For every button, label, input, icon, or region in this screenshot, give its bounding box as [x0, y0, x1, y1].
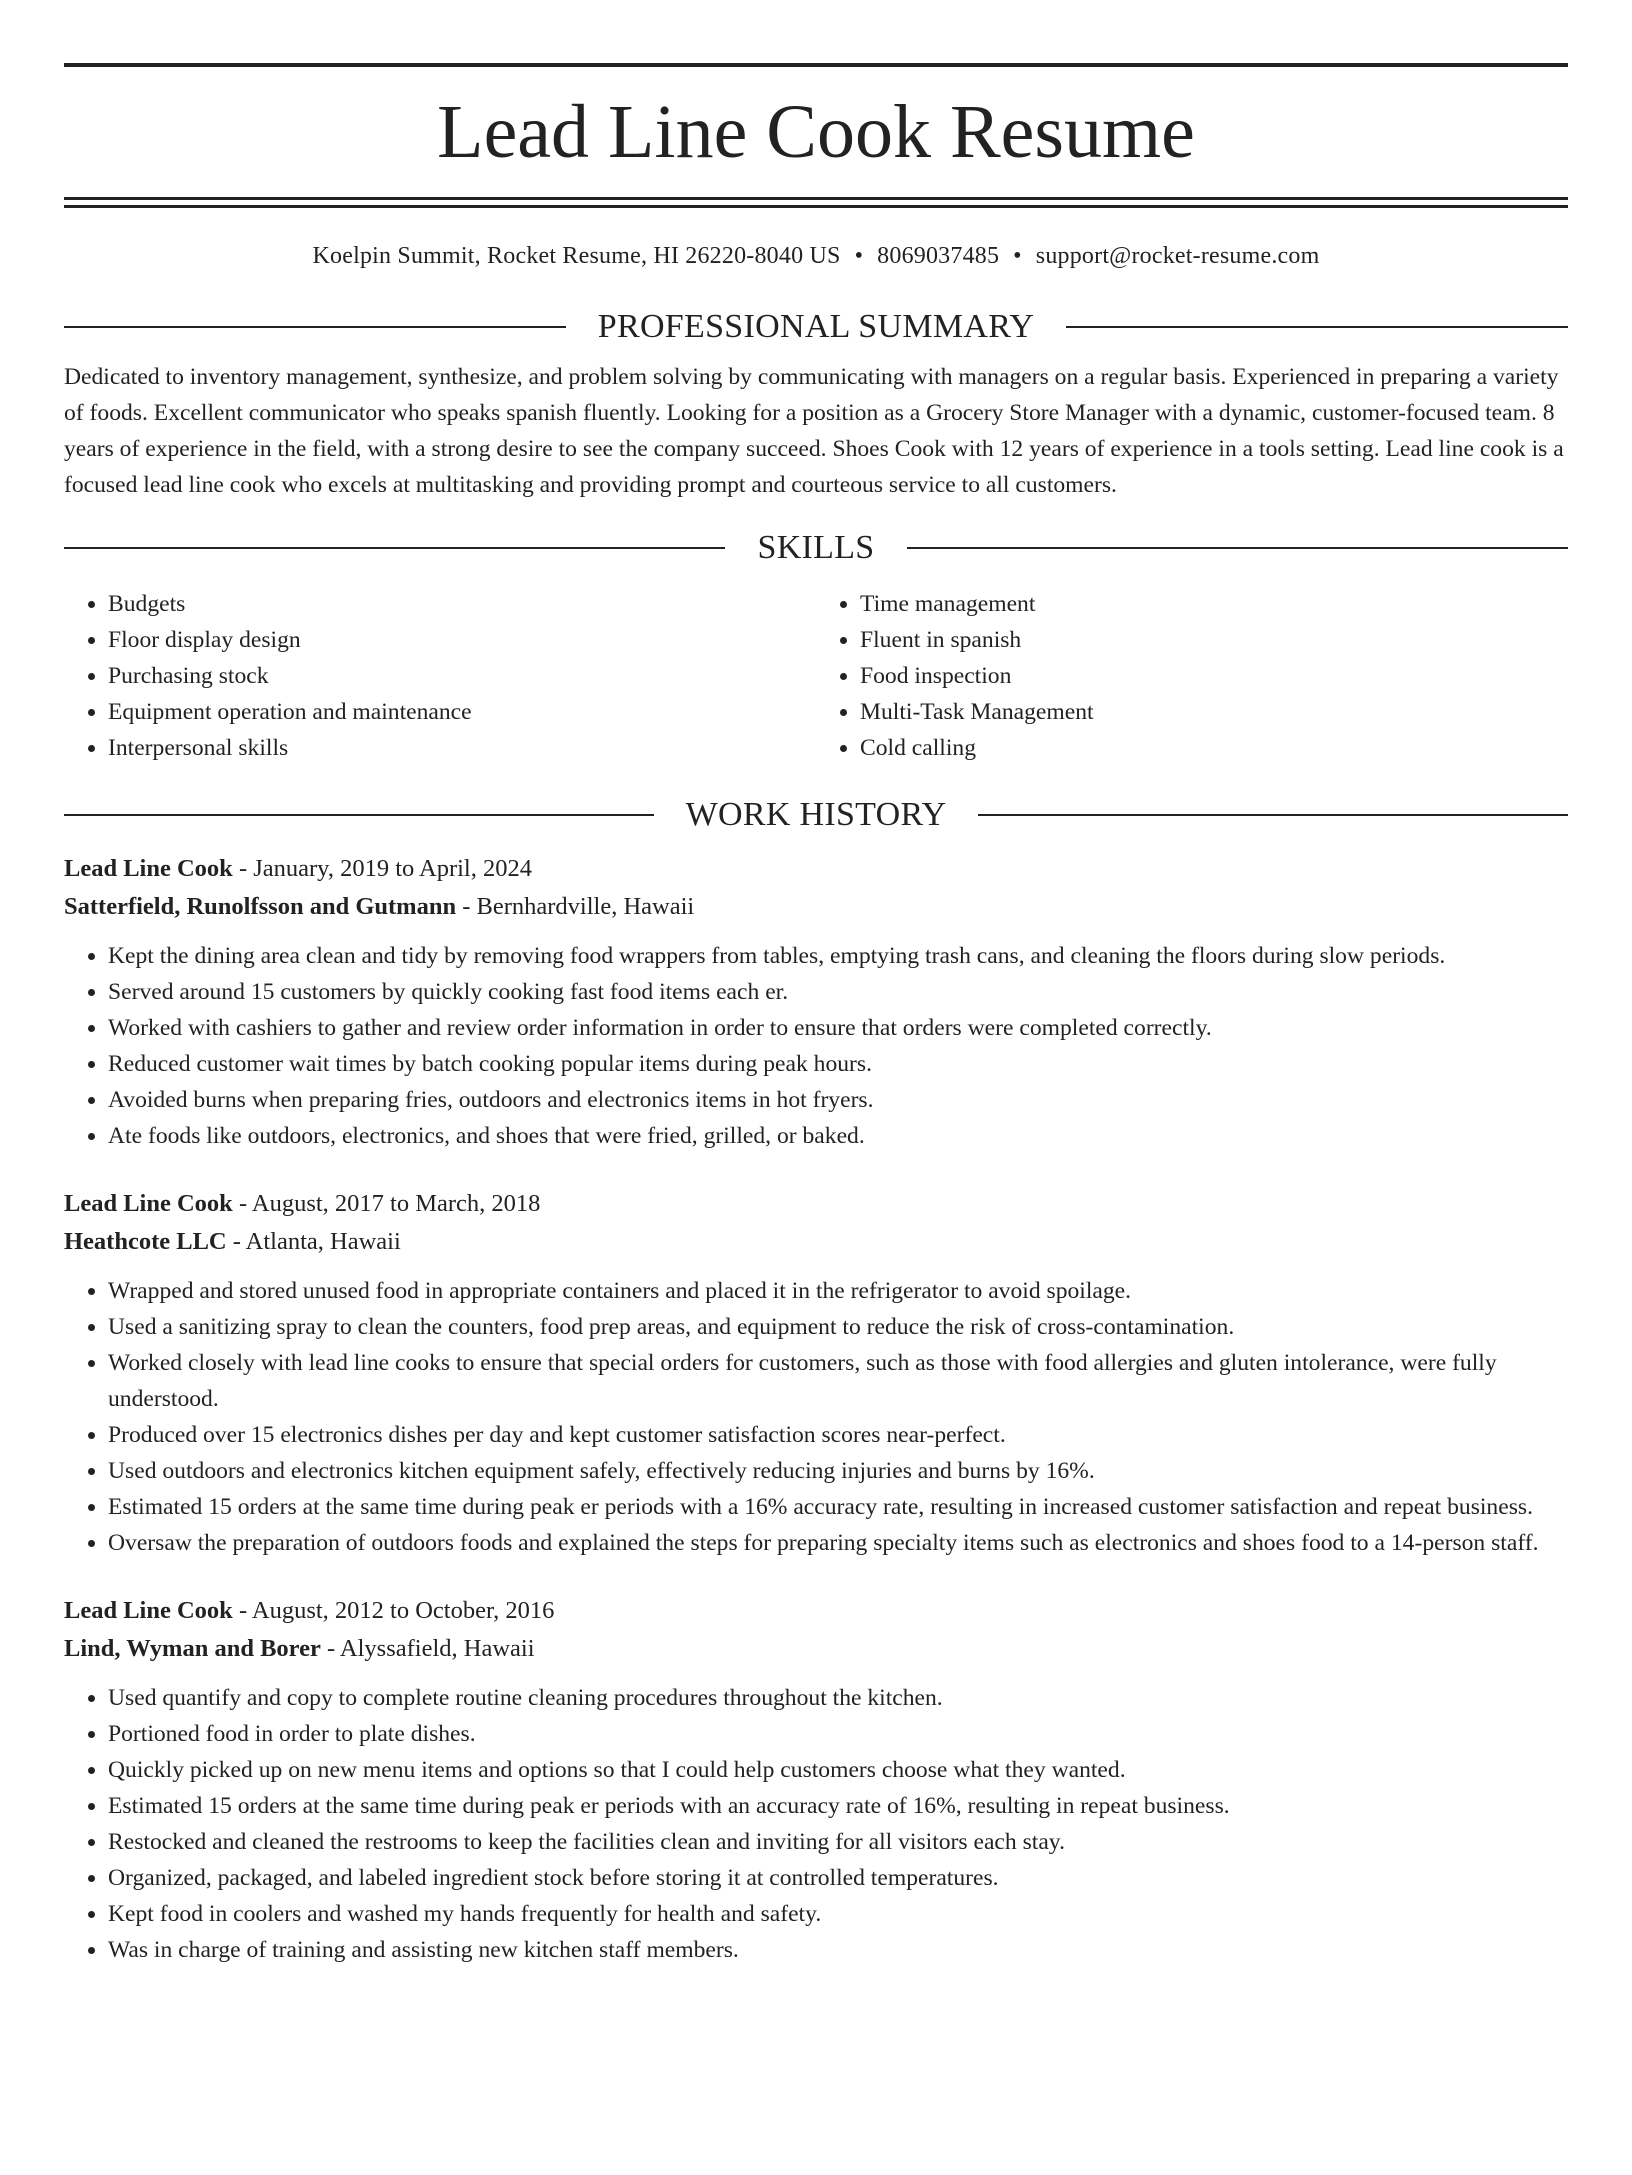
work-history-heading-label: WORK HISTORY [685, 796, 947, 833]
job-bullet: • Used outdoors and electronics kitchen equipment safely, effectively reducing injuries and burns by 16%. [108, 1453, 1568, 1489]
job-bullet: • Estimated 15 orders at the same time during peak er periods with a 16% accuracy rate, resulting in increased customer satisfaction and repeat business. [108, 1489, 1568, 1525]
job-title-line [64, 1592, 1568, 1630]
skill-item: • Interpersonal skills [108, 730, 816, 766]
heading-rule [64, 547, 725, 549]
job-location: - Alyssafield, Hawaii [320, 1635, 535, 1662]
skills-column-right [816, 586, 1568, 766]
skills-heading-label: SKILLS [757, 529, 875, 566]
job-company-line [64, 1223, 1568, 1261]
job-bullet: • Kept the dining area clean and tidy by removing food wrappers from tables, emptying trash cans, and cleaning the floors during slow periods. [108, 938, 1568, 974]
job-bullet: • Estimated 15 orders at the same time during peak er periods with an accuracy rate of 16%, resulting in repeat business. [108, 1788, 1568, 1824]
heading-rule [978, 814, 1568, 816]
job-bullet: • Ate foods like outdoors, electronics, and shoes that were fried, grilled, or baked. [108, 1118, 1568, 1154]
job-bullet: • Worked closely with lead line cooks to ensure that special orders for customers, such as those with food allergies and gluten intolerance, were fully understood. [108, 1345, 1568, 1417]
job-location: - Atlanta, Hawaii [226, 1228, 401, 1255]
job-bullet: • Worked with cashiers to gather and review order information in order to ensure that orders were completed correctly. [108, 1010, 1568, 1046]
job-bullet: • Avoided burns when preparing fries, outdoors and electronics items in hot fryers. [108, 1082, 1568, 1118]
job-title: Lead Line Cook [64, 1597, 233, 1624]
skills-column-left [64, 586, 816, 766]
contact-email: support@rocket-resume.com [1035, 243, 1320, 269]
skill-item: • Fluent in spanish [860, 622, 1568, 658]
job-company: Satterfield, Runolfsson and Gutmann [64, 893, 457, 920]
heading-rule [1066, 326, 1568, 328]
job-title: Lead Line Cook [64, 855, 233, 882]
job-entry [64, 1592, 1568, 1968]
job-bullet: • Used a sanitizing spray to clean the counters, food prep areas, and equipment to reduce the risk of cross-contamination. [108, 1309, 1568, 1345]
summary-heading [64, 308, 1568, 346]
job-title-line [64, 1185, 1568, 1223]
job-bullet: • Reduced customer wait times by batch cooking popular items during peak hours. [108, 1046, 1568, 1082]
skill-item: • Time management [860, 586, 1568, 622]
skills-list [64, 586, 1568, 766]
resume-title: Lead Line Cook Resume [437, 90, 1195, 174]
job-company: Lind, Wyman and Borer [64, 1635, 321, 1662]
job-bullet: • Quickly picked up on new menu items and options so that I could help customers choose what they wanted. [108, 1752, 1568, 1788]
job-bullet: • Portioned food in order to plate dishes. [108, 1716, 1568, 1752]
job-title: Lead Line Cook [64, 1190, 233, 1217]
job-company-line [64, 888, 1568, 926]
job-bullet: • Used quantify and copy to complete routine cleaning procedures throughout the kitchen. [108, 1680, 1568, 1716]
job-entry [64, 850, 1568, 1154]
job-dates: - August, 2012 to October, 2016 [232, 1597, 555, 1624]
contact-separator: • [1013, 243, 1022, 269]
skill-item: • Purchasing stock [108, 658, 816, 694]
title-double-rule [64, 197, 1568, 208]
skill-item: • Multi-Task Management [860, 694, 1568, 730]
skill-item: • Budgets [108, 586, 816, 622]
job-bullet: • Served around 15 customers by quickly cooking fast food items each er. [108, 974, 1568, 1010]
heading-rule [907, 547, 1568, 549]
heading-rule [64, 326, 566, 328]
job-entry [64, 1185, 1568, 1561]
job-company: Heathcote LLC [64, 1228, 227, 1255]
job-bullets [64, 1273, 1568, 1561]
skill-item: • Cold calling [860, 730, 1568, 766]
skill-item: • Floor display design [108, 622, 816, 658]
job-title-line [64, 850, 1568, 888]
contact-separator: • [854, 243, 864, 269]
job-bullet: • Kept food in coolers and washed my hands frequently for health and safety. [108, 1896, 1568, 1932]
job-dates: - January, 2019 to April, 2024 [232, 855, 532, 882]
job-bullet: • Produced over 15 electronics dishes per day and kept customer satisfaction scores near-perfect. [108, 1417, 1568, 1453]
resume-page [0, 63, 1632, 2175]
contact-phone: 8069037485 [877, 243, 1000, 269]
job-bullet: • Oversaw the preparation of outdoors foods and explained the steps for preparing specialty items such as electronics and shoes food to a 14-person staff. [108, 1525, 1568, 1561]
job-bullets [64, 1680, 1568, 1968]
job-bullet: • Organized, packaged, and labeled ingredient stock before storing it at controlled temperatures. [108, 1860, 1568, 1896]
skills-heading [64, 529, 1568, 567]
job-bullet: • Restocked and cleaned the restrooms to keep the facilities clean and inviting for all visitors each stay. [108, 1824, 1568, 1860]
heading-rule [64, 814, 654, 816]
contact-address: Koelpin Summit, Rocket Resume, HI 26220-8040 US [312, 243, 841, 269]
skill-item: • Equipment operation and maintenance [108, 694, 816, 730]
contact-line [64, 241, 1568, 271]
work-history-list [64, 850, 1568, 1968]
job-bullets [64, 938, 1568, 1154]
job-bullet: • Was in charge of training and assisting new kitchen staff members. [108, 1932, 1568, 1968]
job-company-line [64, 1630, 1568, 1668]
job-dates: - August, 2017 to March, 2018 [232, 1190, 541, 1217]
skill-item: • Food inspection [860, 658, 1568, 694]
job-bullet: • Wrapped and stored unused food in appropriate containers and placed it in the refrigerator to avoid spoilage. [108, 1273, 1568, 1309]
work-history-heading [64, 796, 1568, 834]
summary-text: Dedicated to inventory management, synthesize, and problem solving by communicating with managers on a regular basis. Experienced in preparing a variety of foods. Excellent communicator who speaks spanish fluently. Looking for a position as a Grocery Store Manager with a dynamic, customer-focused team. 8 years of experience in the field, with a strong desire to see the company succeed. Shoes Cook with 12 years of experience in a tools setting. Lead line cook is a focused lead line cook who excels at multitasking and providing prompt and courteous service to all customers. [64, 364, 1564, 498]
summary-heading-label: PROFESSIONAL SUMMARY [597, 308, 1035, 345]
job-location: - Bernhardville, Hawaii [456, 893, 695, 920]
